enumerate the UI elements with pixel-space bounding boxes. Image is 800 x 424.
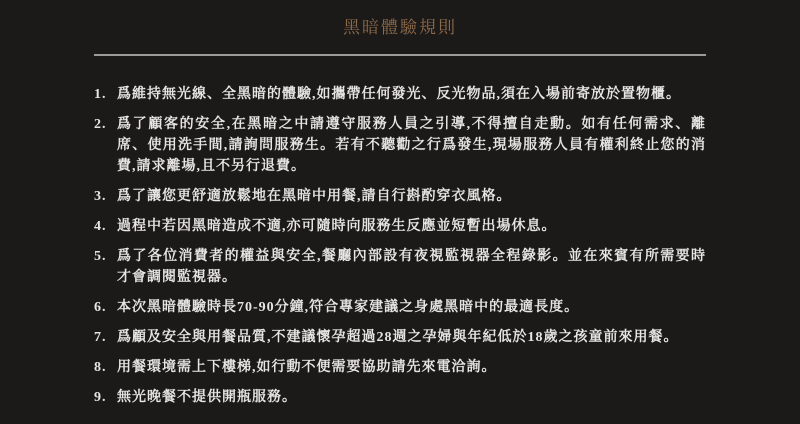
rule-number: 7.	[94, 330, 107, 345]
rule-text: 爲了讓您更舒適放鬆地在黑暗中用餐,請自行斟酌穿衣風格。	[117, 189, 512, 204]
rule-item-7	[94, 327, 706, 348]
rule-text: 用餐環境需上下樓梯,如行動不便需要協助請先來電洽詢。	[117, 360, 497, 375]
page-title: 黑暗體驗規則	[343, 18, 457, 37]
rules-list	[94, 84, 706, 408]
rules-page	[94, 0, 706, 408]
rule-item-9	[94, 387, 706, 408]
rule-number: 6.	[94, 300, 107, 315]
rule-item-8	[94, 357, 706, 378]
rule-number: 8.	[94, 360, 107, 375]
rule-number: 2.	[94, 117, 107, 132]
rule-number: 9.	[94, 390, 107, 405]
rule-item-5	[94, 246, 706, 288]
rule-number: 5.	[94, 249, 107, 264]
rule-item-6	[94, 297, 706, 318]
rule-text: 爲了顧客的安全,在黑暗之中請遵守服務人員之引導,不得擅自走動。如有任何需求、離席、使用洗手間,請詢問服務生。若有不聽勸之行爲發生,現場服務人員有權利終止您的消費,請求離場,且不另行退費。	[117, 117, 706, 174]
rule-number: 3.	[94, 189, 107, 204]
rule-text: 過程中若因黑暗造成不適,亦可隨時向服務生反應並短暫出場休息。	[117, 219, 557, 234]
rule-text: 爲維持無光線、全黑暗的體驗,如攜帶任何發光、反光物品,須在入場前寄放於置物櫃。	[117, 87, 681, 102]
rule-number: 1.	[94, 87, 107, 102]
rule-text: 爲了各位消費者的權益與安全,餐廳內部設有夜視監視器全程錄影。並在來賓有所需要時才會調閱監視器。	[117, 249, 706, 285]
rule-text: 無光晚餐不提供開瓶服務。	[117, 390, 297, 405]
rule-item-2	[94, 114, 706, 177]
rule-text: 本次黑暗體驗時長70-90分鐘,符合專家建議之身處黑暗中的最適長度。	[117, 300, 580, 315]
rule-item-4	[94, 216, 706, 237]
rule-number: 4.	[94, 219, 107, 234]
rule-item-3	[94, 186, 706, 207]
rule-item-1	[94, 84, 706, 105]
title-divider	[94, 54, 706, 56]
rule-text: 爲顧及安全與用餐品質,不建議懷孕超過28週之孕婦與年紀低於18歲之孩童前來用餐。	[117, 330, 679, 345]
